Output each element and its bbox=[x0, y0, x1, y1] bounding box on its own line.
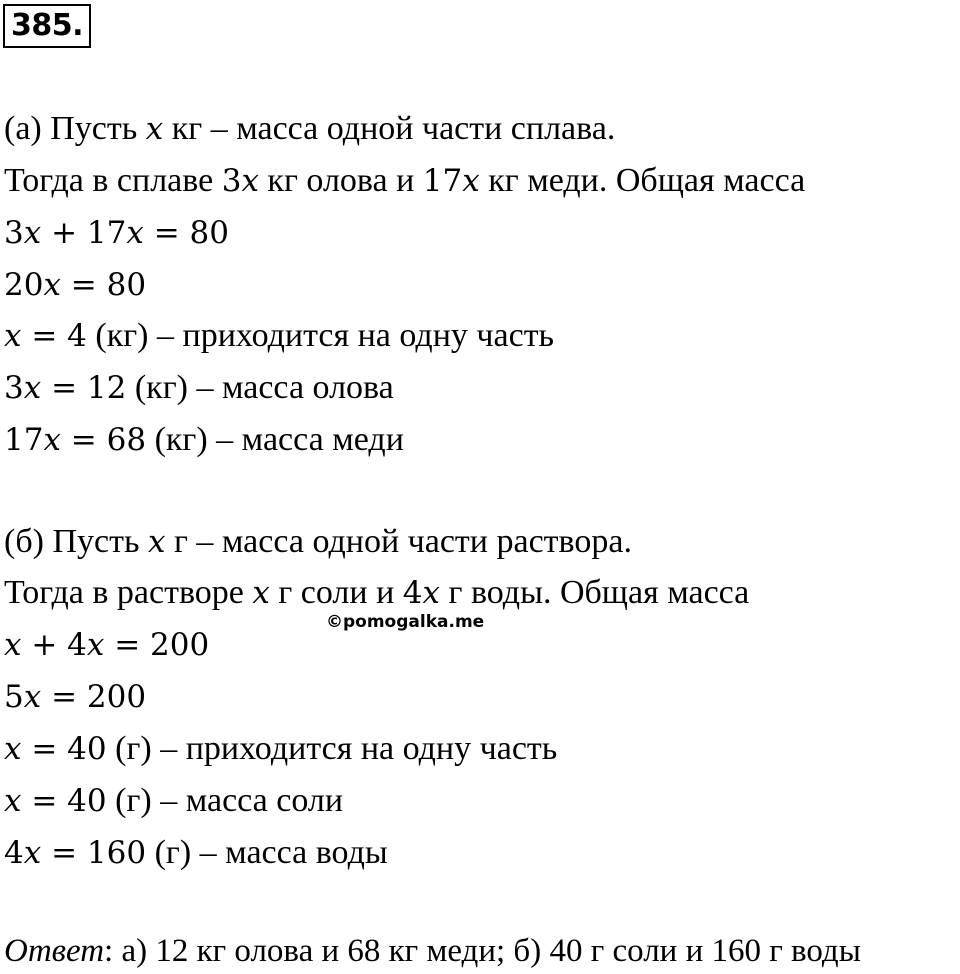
math-expression: = 80 bbox=[143, 215, 229, 251]
part-b-equation-4 bbox=[4, 781, 343, 821]
part-b-equation-1 bbox=[4, 625, 209, 665]
math-expression: + 17 bbox=[41, 215, 127, 251]
part-a-equation-3 bbox=[4, 316, 554, 356]
math-number: 3 bbox=[4, 370, 24, 406]
math-variable: x bbox=[23, 215, 42, 251]
math-variable: x bbox=[462, 163, 480, 199]
text: (а) Пусть bbox=[4, 110, 146, 147]
text: кг меди. Общая масса bbox=[479, 162, 806, 199]
math-expression: = 40 bbox=[21, 731, 107, 767]
text: г соли и bbox=[269, 574, 403, 611]
math-expression: = 68 bbox=[60, 422, 147, 458]
text: кг олова и bbox=[258, 162, 423, 199]
math-variable: x bbox=[43, 267, 61, 303]
part-a-equation-4 bbox=[4, 368, 394, 408]
part-a-intro bbox=[4, 109, 615, 149]
text: (г) – масса воды bbox=[146, 834, 388, 871]
math-number: 3 bbox=[221, 163, 242, 199]
math-expression: = 160 bbox=[41, 835, 147, 871]
text: г воды. Общая масса bbox=[440, 574, 750, 611]
part-b-equation-5 bbox=[4, 833, 388, 873]
text: (г) – масса соли bbox=[106, 782, 344, 819]
math-expression: = 200 bbox=[104, 627, 210, 663]
part-b-equation-2 bbox=[4, 677, 146, 717]
problem-number: 385. bbox=[3, 4, 91, 48]
part-a-composition bbox=[4, 161, 805, 201]
math-number: 4 bbox=[4, 835, 24, 871]
math-number: 17 bbox=[422, 163, 463, 199]
math-expression: + 4 bbox=[21, 627, 87, 663]
math-variable: x bbox=[4, 627, 22, 663]
math-expression: = 200 bbox=[41, 679, 147, 715]
math-number: 4 bbox=[402, 575, 423, 611]
math-variable: x bbox=[422, 575, 441, 611]
math-variable: x bbox=[43, 422, 61, 458]
part-b-intro bbox=[4, 522, 632, 562]
math-variable: x bbox=[145, 111, 164, 147]
math-variable: x bbox=[4, 731, 22, 767]
math-number: 20 bbox=[4, 267, 44, 303]
math-variable: x bbox=[241, 163, 259, 199]
text: (кг) – масса олова bbox=[126, 369, 394, 406]
math-variable: x bbox=[4, 318, 22, 354]
math-expression: = 12 bbox=[41, 370, 127, 406]
math-number: 3 bbox=[4, 215, 24, 251]
math-variable: x bbox=[252, 575, 270, 611]
math-variable: x bbox=[23, 679, 42, 715]
answer-text: : а) 12 кг олова и 68 кг меди; б) 40 г соли и 160 г воды bbox=[104, 933, 861, 969]
math-number: 5 bbox=[4, 679, 24, 715]
text: (кг) – масса меди bbox=[146, 421, 404, 458]
text: Тогда в сплаве bbox=[4, 162, 222, 199]
text: (г) – приходится на одну часть bbox=[106, 730, 558, 767]
math-variable: x bbox=[4, 783, 22, 819]
part-a-equation-2 bbox=[4, 265, 146, 305]
math-variable: x bbox=[86, 627, 105, 663]
answer-label: Ответ bbox=[4, 933, 105, 969]
math-expression: = 4 bbox=[21, 318, 87, 354]
answer-line bbox=[4, 931, 861, 971]
text: (кг) – приходится на одну часть bbox=[86, 317, 555, 354]
text: Тогда в растворе bbox=[4, 574, 253, 611]
part-a-equation-5 bbox=[4, 420, 404, 460]
math-variable: x bbox=[147, 524, 166, 560]
math-variable: x bbox=[23, 835, 42, 871]
text: г – масса одной части раствора. bbox=[165, 523, 632, 560]
watermark: ©pomogalka.me bbox=[326, 612, 485, 632]
math-expression: = 80 bbox=[60, 267, 147, 303]
math-variable: x bbox=[23, 370, 42, 406]
part-b-composition bbox=[4, 573, 749, 613]
math-variable: x bbox=[126, 215, 144, 251]
math-expression: = 40 bbox=[21, 783, 107, 819]
part-b-equation-3 bbox=[4, 729, 557, 769]
text: кг – масса одной части сплава. bbox=[163, 110, 616, 147]
math-number: 17 bbox=[4, 422, 44, 458]
part-a-equation-1 bbox=[4, 213, 229, 253]
text: (б) Пусть bbox=[4, 523, 148, 560]
